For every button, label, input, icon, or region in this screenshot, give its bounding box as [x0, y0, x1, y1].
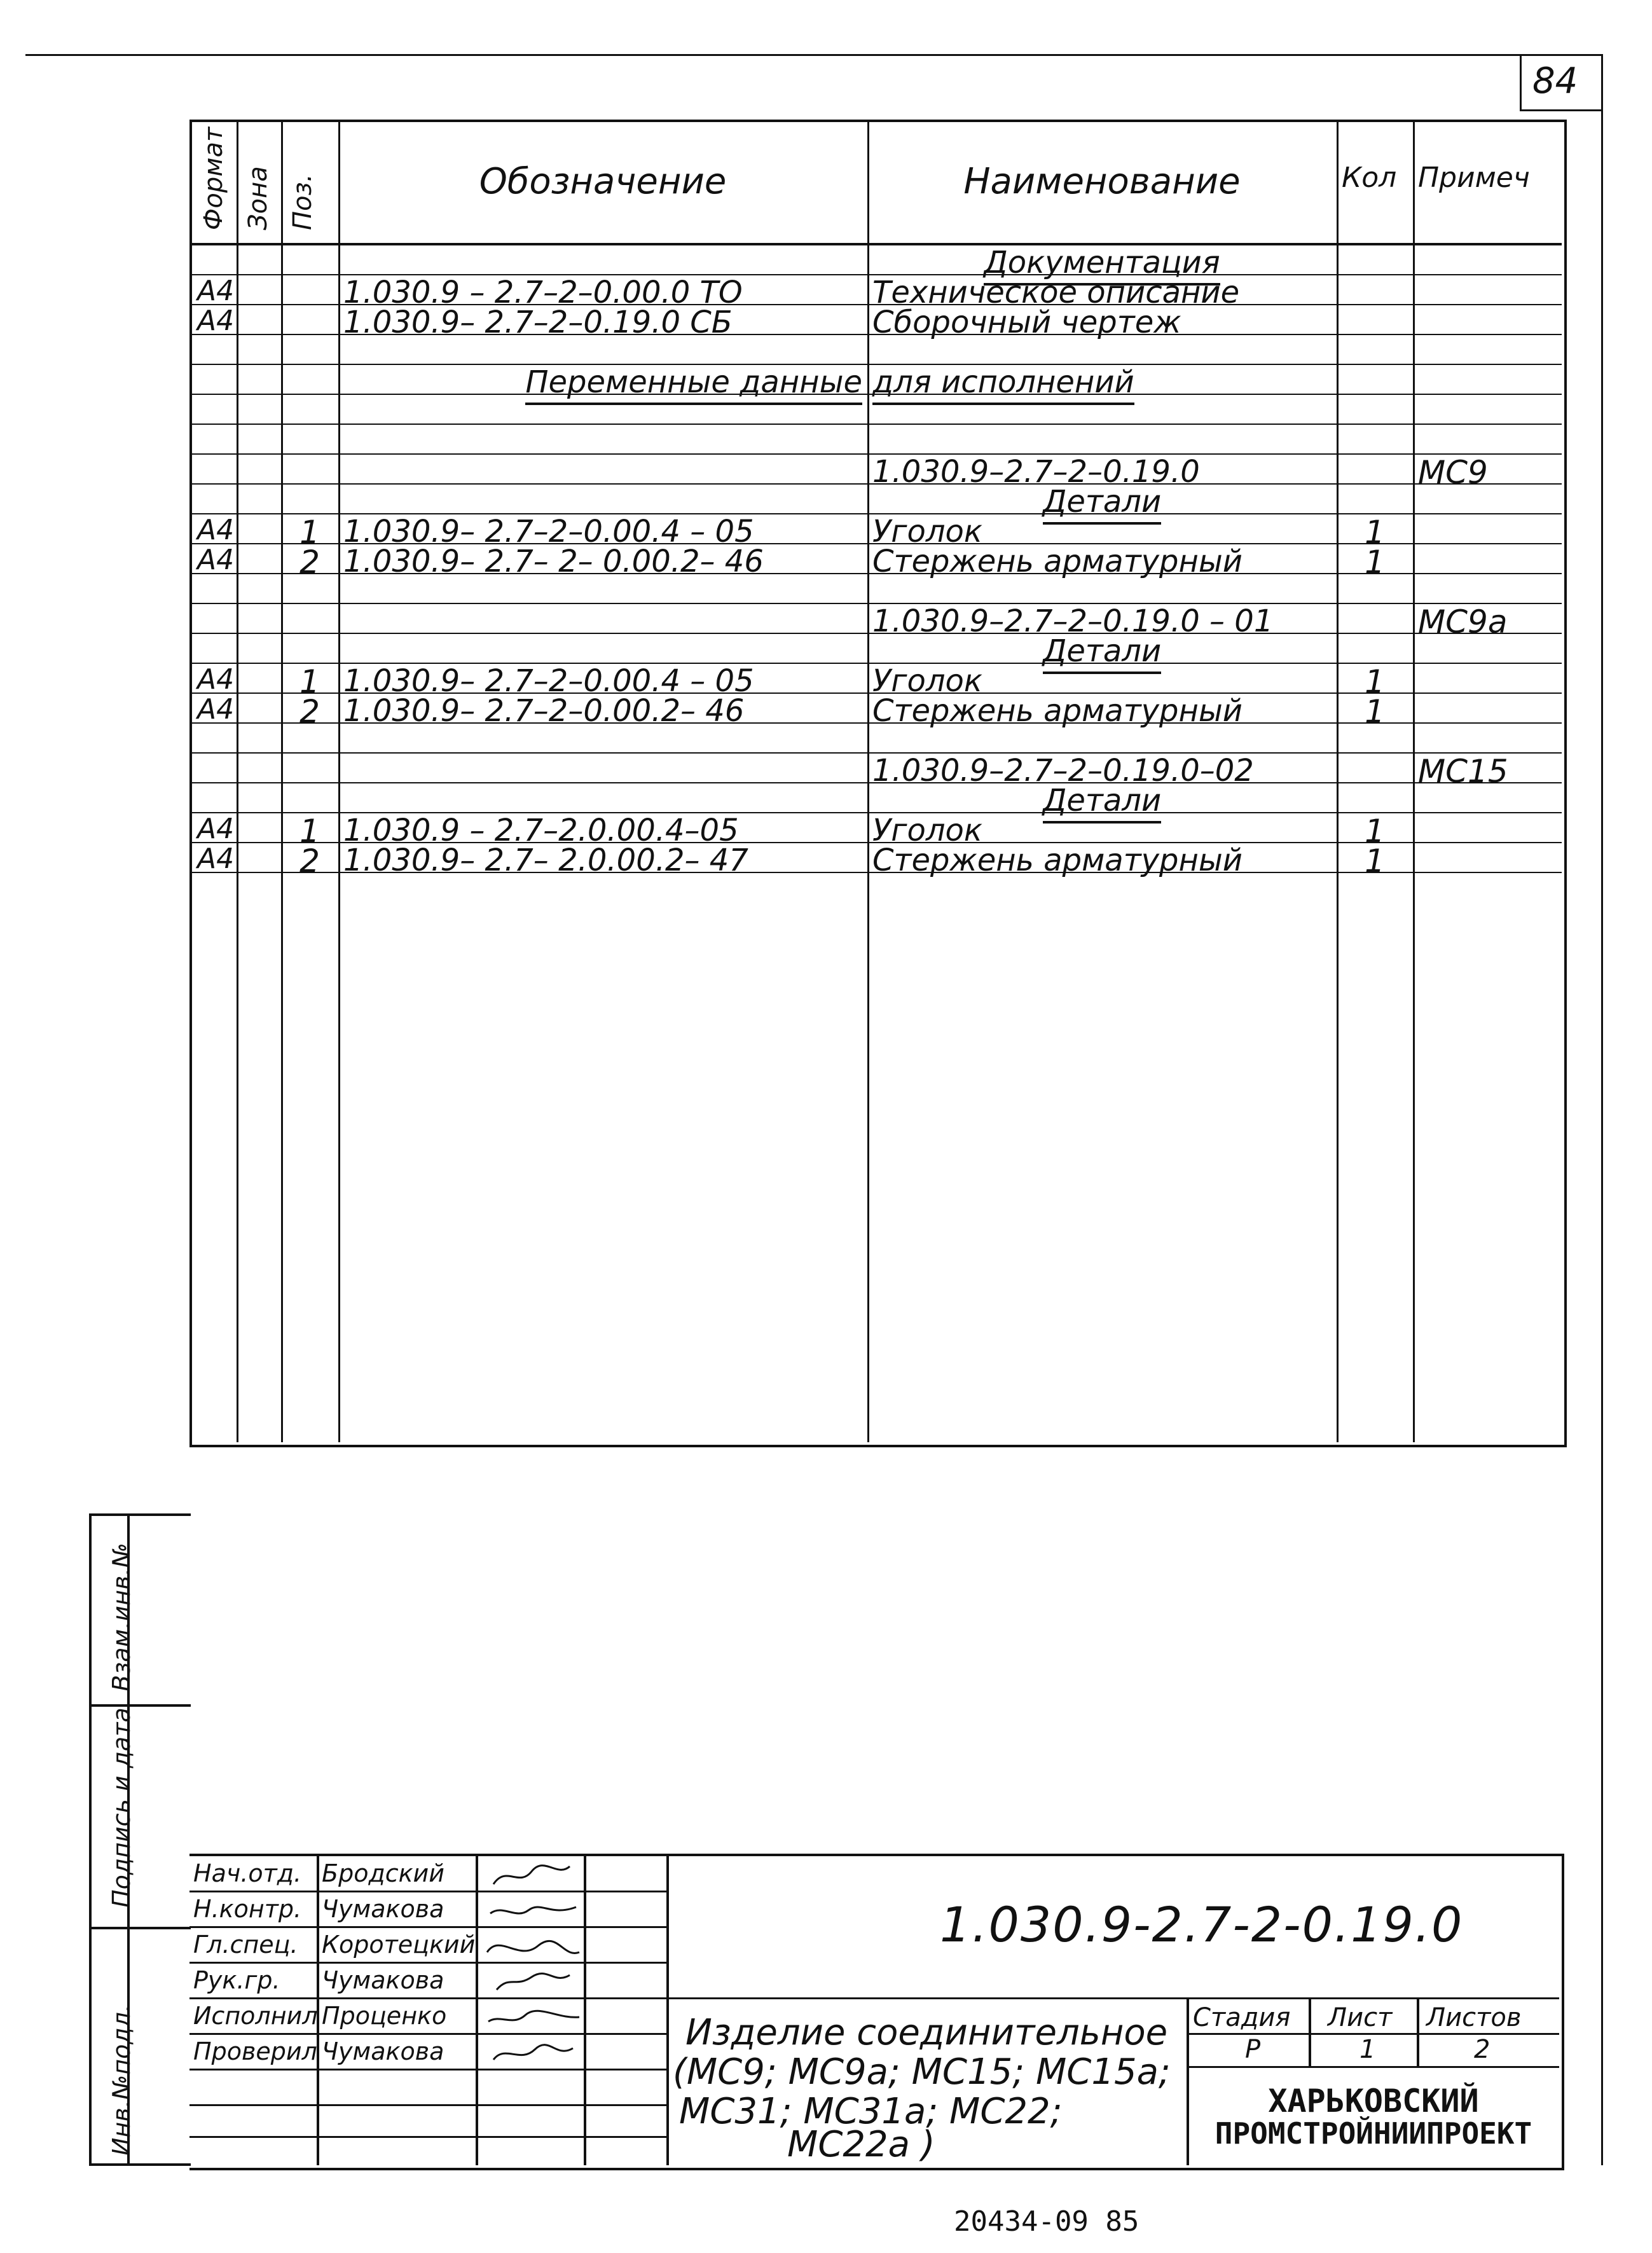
underlined-heading: Детали	[1043, 633, 1161, 674]
cell-designation	[343, 364, 862, 400]
top-border-line	[25, 54, 1602, 56]
cell-qty: 1	[1365, 843, 1385, 879]
cell-name: Уголок	[872, 813, 982, 848]
table-row	[192, 275, 1562, 310]
table-row	[192, 603, 1562, 640]
handwritten-signature	[481, 1859, 582, 1892]
cell-name: Уголок	[872, 514, 982, 549]
cell-format: А4	[197, 813, 235, 845]
signature-role: Н.контр.	[193, 1895, 302, 1923]
table-row	[192, 753, 1562, 790]
sheet-number: 84	[1532, 60, 1578, 102]
product-name-line-3: МС31; МС31а; МС22;	[679, 2091, 1063, 2132]
cell-name	[872, 633, 1332, 669]
table-row	[192, 335, 1562, 365]
underlined-heading: для исполнений	[872, 364, 1134, 405]
frame-right-line	[1601, 54, 1603, 2165]
signature-role: Рук.гр.	[193, 1966, 280, 1994]
document-number: 1.030.9-2.7-2-0.19.0	[940, 1896, 1464, 1953]
spec-header-format: Формат	[199, 127, 228, 230]
cell-pos: 2	[299, 843, 320, 879]
handwritten-signature	[481, 2037, 582, 2070]
cell-qty: 1	[1365, 514, 1385, 551]
cell-pos: 1	[299, 514, 320, 551]
table-row	[192, 574, 1562, 604]
table-row	[192, 245, 1562, 280]
signature-role: Нач.отд.	[193, 1859, 302, 1887]
cell-format: А4	[197, 275, 235, 307]
inv-podl-label: Инв.№подл.	[107, 2004, 135, 2156]
signature-name: Коротецкий	[322, 1931, 476, 1959]
table-row	[192, 305, 1562, 340]
table-row	[192, 425, 1562, 455]
table-row	[192, 724, 1562, 754]
signature-name: Проценко	[322, 2002, 447, 2030]
spec-header-name: Наименование	[963, 161, 1241, 202]
product-name-line-2: (МС9; МС9а; МС15; МС15а;	[673, 2051, 1171, 2093]
product-name-line-1: Изделие соединительное	[685, 2012, 1168, 2053]
underlined-heading: Документация	[984, 245, 1220, 286]
cell-format: А4	[197, 544, 235, 576]
sheets-label: Листов	[1426, 2003, 1522, 2032]
title-block	[189, 1854, 1564, 2170]
signature-name: Чумакова	[322, 1966, 444, 1994]
cell-pos: 1	[299, 663, 320, 700]
side-stamp-bottom-line	[89, 2163, 191, 2166]
cell-format: А4	[197, 693, 235, 726]
cell-name: 1.030.9–2.7–2–0.19.0 – 01	[872, 603, 1274, 639]
organization-line-2: ПРОМСТРОЙНИИПРОЕКТ	[1215, 2116, 1532, 2151]
sheet-value: 1	[1359, 2035, 1376, 2064]
sheet-label: Лист	[1328, 2003, 1393, 2032]
spec-header-qty: Кол	[1342, 162, 1397, 194]
signature-name: Чумакова	[322, 1895, 444, 1923]
underlined-heading: Детали	[1043, 484, 1161, 525]
handwritten-signature	[481, 1930, 582, 1963]
cell-designation: 1.030.9– 2.7–2–0.00.2– 46	[343, 693, 745, 729]
table-row	[192, 395, 1562, 425]
stage-value: Р	[1245, 2035, 1261, 2064]
cell-designation: 1.030.9 – 2.7–2.0.00.4–05	[343, 813, 739, 848]
cell-name: Стержень арматурный	[872, 843, 1242, 878]
organization-line-1: ХАРЬКОВСКИЙ	[1268, 2083, 1479, 2119]
cell-note: МС9	[1418, 454, 1488, 491]
table-row	[192, 484, 1562, 520]
specification-table	[189, 120, 1567, 1447]
signature-name: Бродский	[322, 1859, 444, 1887]
signature-name: Чумакова	[322, 2037, 444, 2065]
signature-role: Проверил	[193, 2037, 317, 2065]
signature-role: Исполнил	[193, 2002, 318, 2030]
cell-qty: 1	[1365, 693, 1385, 730]
cell-qty: 1	[1365, 544, 1385, 581]
handwritten-signature	[481, 1894, 582, 1927]
cell-name: Сборочный чертеж	[872, 305, 1181, 340]
cell-qty: 1	[1365, 663, 1385, 700]
cell-name	[872, 247, 1332, 278]
underlined-heading: Переменные данные	[525, 364, 862, 405]
table-row	[192, 633, 1562, 669]
cell-note: МС9а	[1418, 603, 1508, 640]
stage-label: Стадия	[1193, 2003, 1291, 2032]
product-name-line-4: МС22а )	[787, 2124, 935, 2165]
table-row	[192, 544, 1562, 581]
spec-header-designation: Обозначение	[479, 161, 727, 202]
handwritten-signature	[481, 2001, 582, 2034]
cell-note: МС15	[1418, 753, 1508, 790]
cell-pos: 2	[299, 693, 320, 730]
cell-format: А4	[197, 514, 235, 546]
cell-name: 1.030.9–2.7–2–0.19.0	[872, 454, 1200, 490]
cell-qty: 1	[1365, 813, 1385, 850]
underlined-heading: Детали	[1043, 783, 1161, 823]
table-row	[192, 813, 1562, 850]
cell-format: А4	[197, 843, 235, 875]
cell-designation: 1.030.9 – 2.7–2–0.00.0 ТО	[343, 275, 743, 310]
handwritten-signature	[481, 1966, 582, 1999]
signature-role: Гл.спец.	[193, 1931, 298, 1959]
spec-header-note: Примеч	[1418, 162, 1530, 194]
cell-name: 1.030.9–2.7–2–0.19.0–02	[872, 753, 1254, 789]
table-row	[192, 514, 1562, 551]
sheets-value: 2	[1474, 2035, 1490, 2064]
cell-format: А4	[197, 305, 235, 337]
cell-name	[872, 785, 1332, 816]
cell-pos: 1	[299, 813, 320, 850]
cell-designation: 1.030.9– 2.7– 2.0.00.2– 47	[343, 843, 748, 878]
side-stamp-top-line	[89, 1513, 191, 1516]
table-row	[192, 843, 1562, 879]
sheet-number-box-bottom	[1520, 109, 1602, 111]
sheet-number-box-left	[1520, 54, 1522, 111]
cell-pos: 2	[299, 544, 320, 581]
table-row	[192, 454, 1562, 491]
cell-name	[872, 364, 1332, 400]
cell-designation: 1.030.9– 2.7–2–0.19.0 СБ	[343, 305, 733, 340]
table-row	[192, 783, 1562, 818]
cell-designation: 1.030.9– 2.7– 2– 0.00.2– 46	[343, 544, 764, 579]
side-stamp-left-line	[89, 1513, 92, 2165]
table-row	[192, 693, 1562, 730]
cell-name: Техническое описание	[872, 275, 1240, 310]
cell-name: Стержень арматурный	[872, 544, 1242, 579]
table-row	[192, 663, 1562, 700]
organization-name	[1190, 2084, 1557, 2150]
spec-header-pos: Поз.	[288, 174, 317, 230]
table-row	[192, 364, 1562, 400]
side-stamp-divider-1	[89, 1704, 191, 1707]
cell-designation: 1.030.9– 2.7–2–0.00.4 – 05	[343, 663, 754, 699]
cell-name: Стержень арматурный	[872, 693, 1242, 729]
podpis-data-label: Подпись и дата	[107, 1707, 135, 1908]
cell-format: А4	[197, 663, 235, 696]
spec-header-zone: Зона	[244, 166, 273, 230]
cell-name	[872, 484, 1332, 520]
cell-name: Уголок	[872, 663, 982, 699]
side-stamp-divider-2	[89, 1927, 191, 1929]
cell-designation: 1.030.9– 2.7–2–0.00.4 – 05	[343, 514, 754, 549]
vzam-inv-label: Взам.инв.№	[107, 1543, 135, 1691]
bottom-code: 20434-09 85	[954, 2205, 1139, 2238]
